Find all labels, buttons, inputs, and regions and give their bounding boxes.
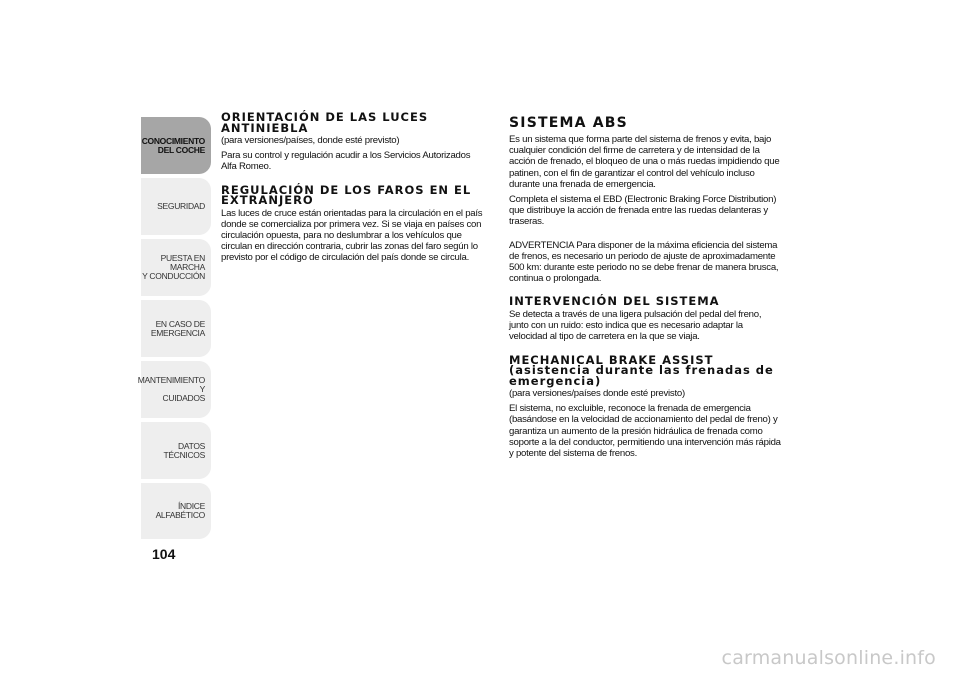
section-title-intervencion: INTERVENCIÓN DEL SISTEMA (509, 294, 720, 309)
paragraph: (para versiones/países, donde esté previsto) (221, 135, 400, 146)
section-title-sistema-abs: SISTEMA ABS (509, 115, 628, 131)
chapter-sidebar (137, 117, 211, 543)
paragraph: Se detecta a través de una ligera pulsación del pedal del freno, junto con un ruido: esto indica que es necesario adaptar la velocidad al tipo de carretera en la que se viaja. (509, 308, 762, 343)
page-number: 104 (152, 546, 176, 562)
section-title-brake-assist: MECHANICAL BRAKE ASSIST (asistencia durante las frenadas de emergencia) (509, 352, 774, 388)
right-column (509, 112, 781, 463)
paragraph: Completa el sistema el EBD (Electronic Braking Force Distribution) que distribuye la acción de frenada entre las ruedas delanteras y traseras. (509, 194, 777, 228)
warning-paragraph: ADVERTENCIA Para disponer de la máxima eficiencia del sistema de frenos, es necesario un periodo de ajuste de aproximadamente 500 km: durante este periodo no se debe frenar de manera brusca, continua o prolongada. (509, 239, 779, 285)
tab-indice-alfabetico[interactable]: ÍNDICE ALFABÉTICO (141, 483, 211, 539)
paragraph: Es un sistema que forma parte del sistema de frenos y evita, bajo cualquier condición del firme de carretera y de intensidad de la acción de frenado, el bloqueo de una o más ruedas impidiendo que patinen, con el fin de garantizar el control del vehículo incluso durante una frenada de emergencia. (509, 134, 780, 190)
paragraph: (para versiones/países donde esté previsto) (509, 388, 685, 400)
section-title-luces-antiniebla: ORIENTACIÓN DE LAS LUCES ANTINIEBLA (221, 110, 429, 135)
section-title-faros-extranjero: REGULACIÓN DE LOS FAROS EN EL EXTRANJERO (221, 182, 472, 208)
paragraph: Para su control y regulación acudir a los Servicios Autorizados Alfa Romeo. (221, 150, 471, 173)
paragraph: El sistema, no excluible, reconoce la frenada de emergencia (basándose en la velocidad de accionamiento del pedal de freno) y garantiza un aumento de la presión hidráulica de frenada como soporte a la del conductor, permitiendo una intervención más rápida y potente del sistema de frenos. (509, 403, 781, 460)
tab-en-caso-de-emergencia[interactable]: EN CASO DE EMERGENCIA (141, 300, 211, 357)
tab-seguridad[interactable]: SEGURIDAD (141, 178, 211, 235)
tab-conocimiento-del-coche[interactable]: CONOCIMIENTO DEL COCHE (141, 117, 211, 174)
tab-mantenimiento[interactable]: MANTENIMIENTO Y CUIDADOS (141, 361, 211, 418)
tab-puesta-en-marcha[interactable]: PUESTA EN MARCHA Y CONDUCCIÓN (141, 239, 211, 296)
tab-datos-tecnicos[interactable]: DATOS TÉCNICOS (141, 422, 211, 479)
paragraph: Las luces de cruce están orientadas para la circulación en el país donde se comercializa por primera vez. Si se viaja en países con circulación opuesta, para no deslumbrar a los vehículos que circulan en dirección contraria, cubrir las zonas del faro según lo previsto por el código de circulación del país donde se circula. (221, 207, 483, 264)
watermark: carmanualsonline.info (721, 647, 936, 669)
left-column (221, 112, 483, 268)
